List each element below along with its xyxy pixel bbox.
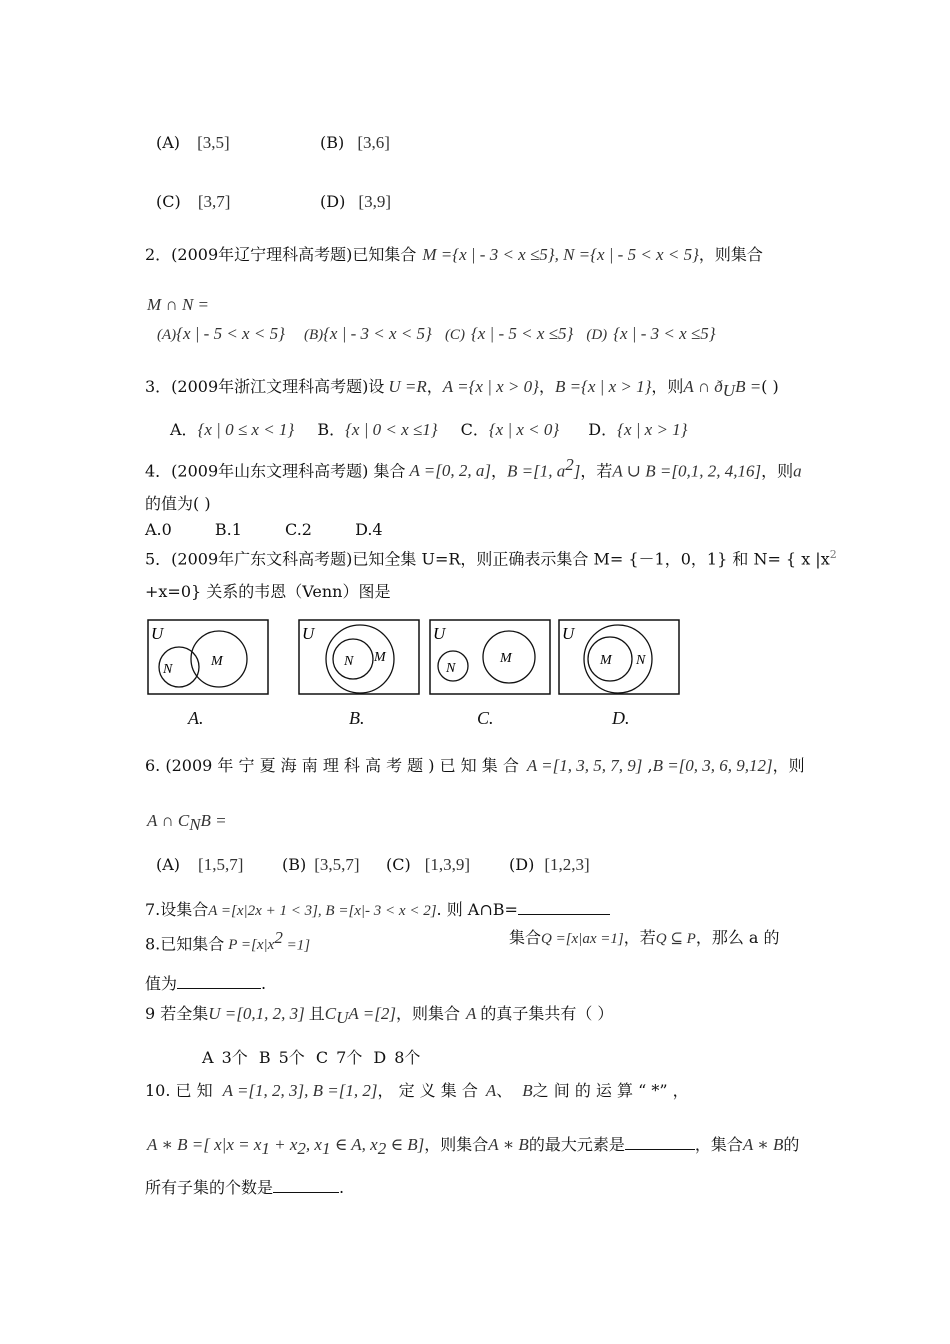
q6-option-b: (B) [3,5,7] xyxy=(282,855,360,874)
q1-option-b: (B) [3,6] xyxy=(320,133,390,152)
venn-c-u: U xyxy=(433,624,446,643)
venn-a-n: N xyxy=(163,662,173,677)
q10-def: A ∗ B =[ $x|x = x_1 + x_2$, $x_1$ ∈ A, $x_2$ ∈ B]，则集合A ∗ B的最大元素是 ，集合A ∗ B的 xyxy=(147,1135,800,1159)
q8-stem: 8.已知集合 $P =[x|x^2 =1]$ xyxy=(145,928,311,954)
venn-a-m: M xyxy=(211,654,223,669)
q2-options: (A){x | - 5 < x < 5} (B){x | - 3 < x < 5} (C) {x | - 5 < x ≤5} (D) {x | - 3 < x ≤5} xyxy=(157,324,716,343)
q4-line2: 的值为( ) xyxy=(145,494,211,513)
venn-caption-b: B. xyxy=(349,708,365,728)
venn-d-n: N xyxy=(636,653,646,668)
q7-stem: 7.设集合A =[x|2x + 1 < 3], B =[x|- 3 < x < 2]. 则 A∩B= xyxy=(145,900,610,921)
q6-stem: 6. (2009 年 宁 夏 海 南 理 科 高 考 题 ) 已 知 集 合 A =[1, 3, 5, 7, 9] ,B =[0, 3, 6, 9,12]，则 xyxy=(145,756,805,775)
q9-stem: 9 若全集U =[0,1, 2, 3] 且$C_UA =[2]$，则集合 A 的真子集共有（ ） xyxy=(145,1004,614,1028)
venn-b-u: U xyxy=(302,624,315,643)
venn-caption-a: A. xyxy=(188,708,204,728)
q4-stem: 4．(2009年山东文理科高考题) 集合 A =[0, 2, a]，B =[1, $a^2$]，若A ∪ B =[0,1, 2, 4,16]，则a xyxy=(145,455,802,481)
q8-q-stem: 集合Q =[x|ax =1]，若Q ⊆ P，那么 a 的 xyxy=(509,928,780,947)
venn-d xyxy=(558,619,682,697)
q3-options: A．{x | 0 ≤ x < 1} B．{x | 0 < x ≤1} C．{x | x < 0} D．{x | x > 1} xyxy=(170,420,688,439)
q1-option-d: (D) [3,9] xyxy=(320,192,391,211)
q5-line2: +x=0} 关系的韦恩（Venn）图是 xyxy=(145,582,391,601)
q2-stem: 2．(2009年辽宁理科高考题)已知集合 M ={x | - 3 < x ≤5}, N ={x | - 5 < x < 5}，则集合 xyxy=(145,245,763,264)
venn-b-m: M xyxy=(374,650,386,665)
venn-c xyxy=(429,619,553,697)
q8-line2: 值为 . xyxy=(145,974,267,993)
q3-stem: 3．(2009年浙江文理科高考题)设 U =R，A ={x | x > 0}，B ={x | x > 1}，则A ∩ $ð_UB$ =( ) xyxy=(145,377,779,401)
venn-caption-d: D. xyxy=(612,708,630,728)
venn-c-n: N xyxy=(446,661,456,676)
q2-expr: M ∩ N = xyxy=(147,295,209,314)
venn-c-m: M xyxy=(500,651,512,666)
q10-stem: 10. 已 知 A =[1, 2, 3], B =[1, 2]， 定 义 集 合 A、 B之 间 的 运 算 “ *” ， xyxy=(145,1081,689,1100)
venn-b-n: N xyxy=(344,654,354,669)
q6-option-c: (C) [1,3,9] xyxy=(386,855,471,874)
q5-line1: 5．(2009年广东文科高考题)已知全集 U=R，则正确表示集合 M= {－1，0，1} 和 N= { x $|x^2$ xyxy=(145,548,837,569)
q1-option-c: (C) [3,7] xyxy=(156,192,231,211)
q6-expr: A ∩ $C_NB$ = xyxy=(147,811,227,835)
q6-option-d: (D) [1,2,3] xyxy=(509,855,590,874)
q1-option-a: (A) [3,5] xyxy=(156,133,230,152)
venn-a-u: U xyxy=(151,624,164,643)
q10-line3: 所有子集的个数是 . xyxy=(145,1178,345,1197)
venn-d-m: M xyxy=(600,653,612,668)
q6-option-a: (A) [1,5,7] xyxy=(156,855,244,874)
q9-options: A 3个 B 5个 C 7个 D 8个 xyxy=(202,1048,421,1067)
q4-options: A.0 B.1 C.2 D.4 xyxy=(145,520,383,539)
venn-b xyxy=(298,619,422,697)
venn-a xyxy=(147,619,271,697)
venn-d-u: U xyxy=(562,624,575,643)
venn-caption-c: C. xyxy=(477,708,494,728)
